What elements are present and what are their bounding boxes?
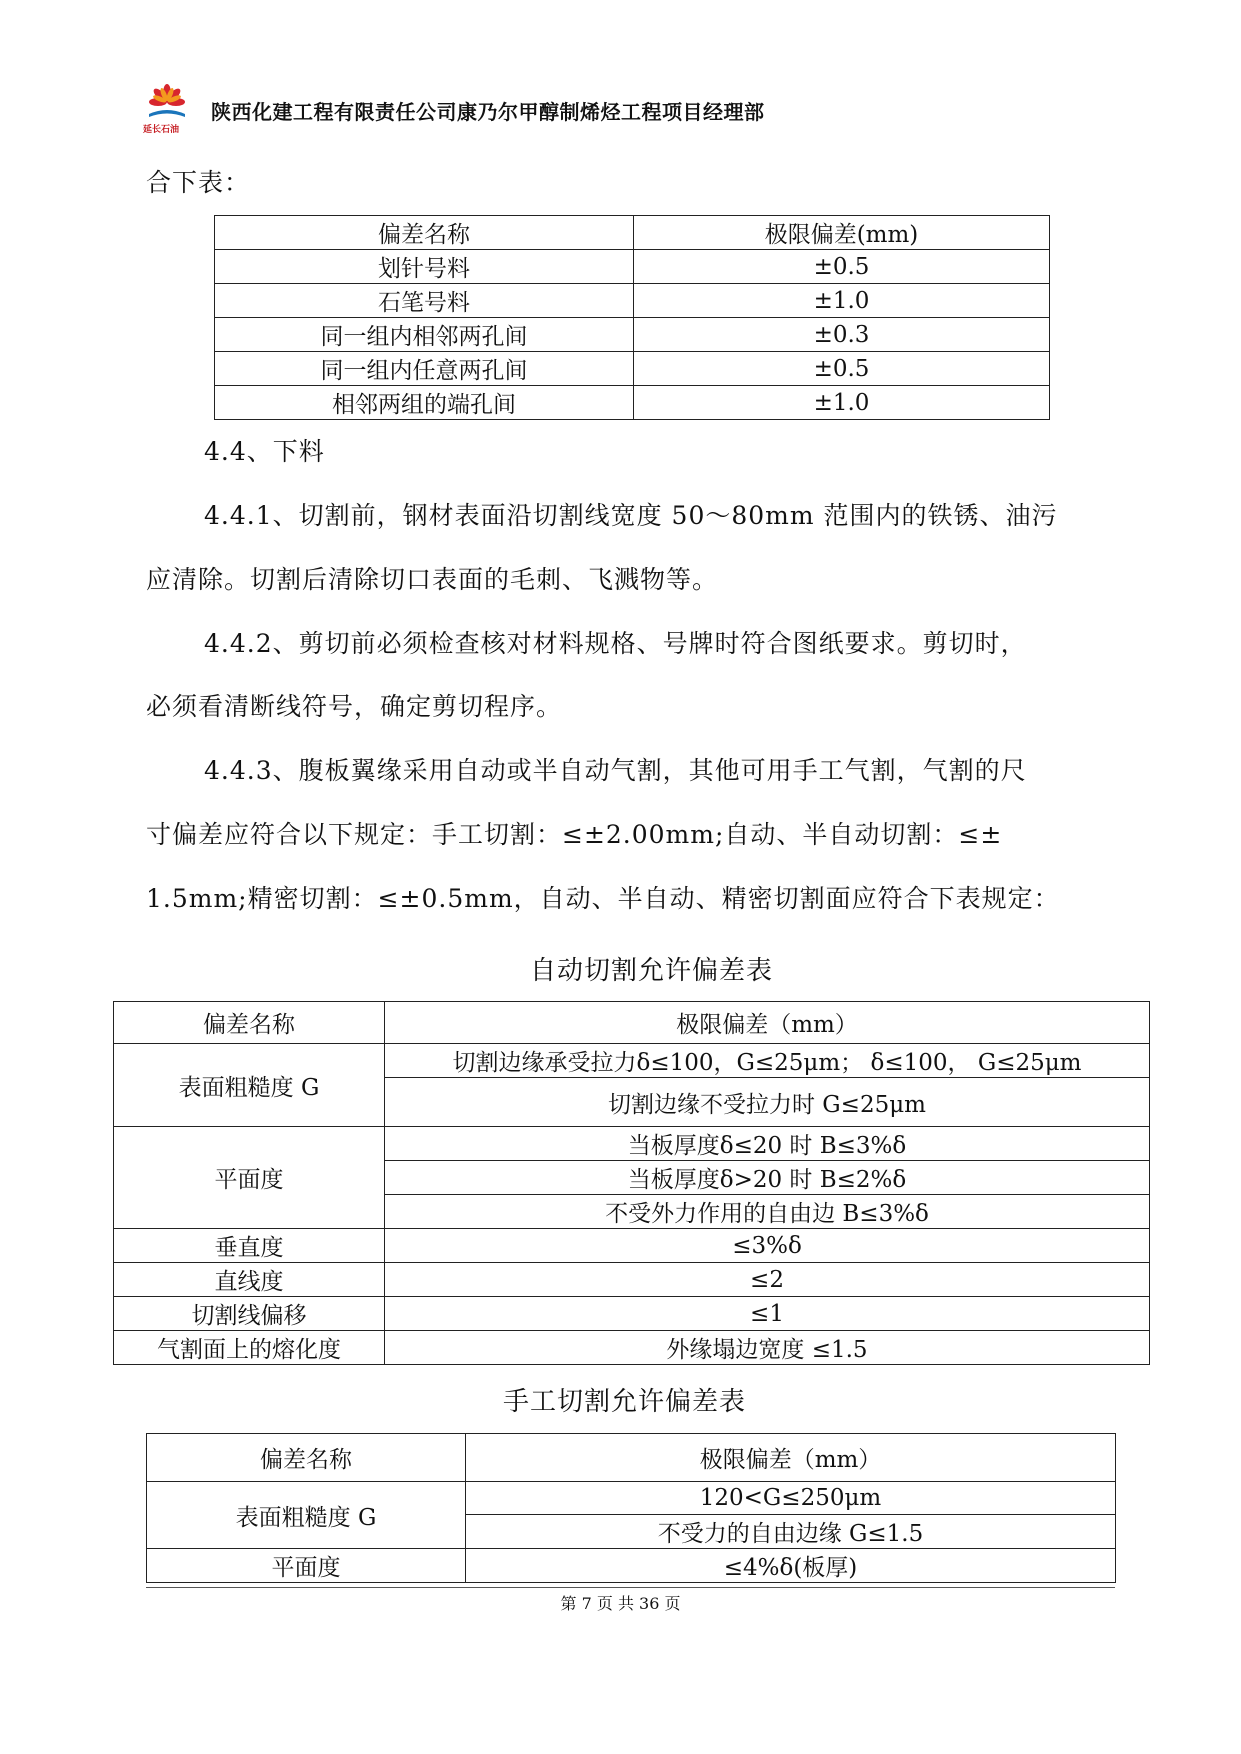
table-cell: 表面粗糙度 G — [147, 1482, 466, 1549]
table-cell: 同一组内相邻两孔间 — [215, 318, 634, 352]
table-cell: 当板厚度δ>20 时 B≤2%δ — [385, 1161, 1150, 1195]
header-cell: 偏差名称 — [215, 216, 634, 250]
paragraph-line: 必须看清断线符号，确定剪切程序。 — [146, 692, 563, 721]
table-cell: 120<G≤250μm — [466, 1482, 1116, 1515]
paragraph-line: 寸偏差应符合以下规定：手工切割：≤±2.00mm;自动、半自动切割：≤± — [146, 820, 1003, 849]
table-cell: 同一组内任意两孔间 — [215, 352, 634, 386]
table-row — [114, 1331, 1150, 1365]
table-cell: 直线度 — [114, 1263, 385, 1297]
intro-text: 合下表： — [146, 168, 251, 197]
table-cell: 不受力的自由边缘 G≤1.5 — [466, 1515, 1116, 1549]
table-cell: ±0.3 — [634, 318, 1050, 352]
table-row — [147, 1549, 1116, 1583]
table-cell: 外缘塌边宽度 ≤1.5 — [385, 1331, 1150, 1365]
table-cell: ≤2 — [385, 1263, 1150, 1297]
paragraph-line: 1.5mm;精密切割：≤±0.5mm，自动、半自动、精密切割面应符合下表规定： — [146, 884, 1060, 913]
table-row — [147, 1482, 1116, 1515]
table-header-row — [114, 1002, 1150, 1044]
paragraph-line: 应清除。切割后清除切口表面的毛刺、飞溅物等。 — [146, 565, 719, 594]
table-cell: 相邻两组的端孔间 — [215, 386, 634, 420]
table-row — [215, 386, 1050, 420]
company-logo — [145, 84, 189, 136]
header-cell: 偏差名称 — [147, 1434, 466, 1482]
paragraph-line: 4.4.3、腹板翼缘采用自动或半自动气割，其他可用手工气割，气割的尺 — [204, 756, 1027, 785]
footer-divider — [146, 1587, 1115, 1588]
table-cell: 垂直度 — [114, 1229, 385, 1263]
table-cell: ±1.0 — [634, 284, 1050, 318]
table-caption: 手工切割允许偏差表 — [503, 1387, 747, 1417]
flower-logo-icon — [145, 84, 189, 124]
table-row — [114, 1229, 1150, 1263]
table-cell: 切割线偏移 — [114, 1297, 385, 1331]
paragraph-line: 4.4.2、剪切前必须检查核对材料规格、号牌时符合图纸要求。剪切时， — [204, 629, 1027, 658]
table-cell: 划针号料 — [215, 250, 634, 284]
table-header-row — [215, 216, 1050, 250]
table-cell: 切割边缘承受拉力δ≤100，G≤25μm； δ≤100， G≤25μm — [385, 1044, 1150, 1078]
table-cell: 气割面上的熔化度 — [114, 1331, 385, 1365]
manual-cutting-deviation-table — [146, 1433, 1116, 1583]
table-cell: ±1.0 — [634, 386, 1050, 420]
table-row — [114, 1297, 1150, 1331]
header-cell: 极限偏差(mm) — [634, 216, 1050, 250]
table-row — [114, 1263, 1150, 1297]
paragraph-line: 4.4.1、切割前，钢材表面沿切割线宽度 50～80mm 范围内的铁锈、油污 — [204, 501, 1058, 530]
table-cell: 不受外力作用的自由边 B≤3%δ — [385, 1195, 1150, 1229]
logo-text: 延长石油 — [143, 125, 180, 135]
table-row — [215, 352, 1050, 386]
page-header — [145, 84, 765, 136]
header-cell: 极限偏差（mm） — [466, 1434, 1116, 1482]
table-cell: 石笔号料 — [215, 284, 634, 318]
table-cell: 切割边缘不受拉力时 G≤25μm — [385, 1078, 1150, 1127]
table-cell: ≤4%δ(板厚) — [466, 1549, 1116, 1583]
table-cell: 平面度 — [114, 1127, 385, 1229]
table-cell: ≤1 — [385, 1297, 1150, 1331]
table-cell: 当板厚度δ≤20 时 B≤3%δ — [385, 1127, 1150, 1161]
table-cell: ≤3%δ — [385, 1229, 1150, 1263]
section-heading: 4.4、下料 — [204, 437, 325, 466]
table-cell: ±0.5 — [634, 352, 1050, 386]
table-row — [215, 318, 1050, 352]
marking-deviation-table — [214, 215, 1050, 420]
table-header-row — [147, 1434, 1116, 1482]
table-row — [114, 1044, 1150, 1078]
table-cell: 平面度 — [147, 1549, 466, 1583]
table-cell: ±0.5 — [634, 250, 1050, 284]
table-row — [215, 250, 1050, 284]
header-cell: 偏差名称 — [114, 1002, 385, 1044]
table-cell: 表面粗糙度 G — [114, 1044, 385, 1127]
header-cell: 极限偏差（mm） — [385, 1002, 1150, 1044]
table-row — [114, 1127, 1150, 1161]
table-row — [215, 284, 1050, 318]
auto-cutting-deviation-table — [113, 1001, 1150, 1365]
page-number: 第 7 页 共 36 页 — [560, 1594, 681, 1613]
table-caption: 自动切割允许偏差表 — [530, 956, 774, 986]
company-name: 陕西化建工程有限责任公司康乃尔甲醇制烯烃工程项目经理部 — [211, 99, 765, 124]
